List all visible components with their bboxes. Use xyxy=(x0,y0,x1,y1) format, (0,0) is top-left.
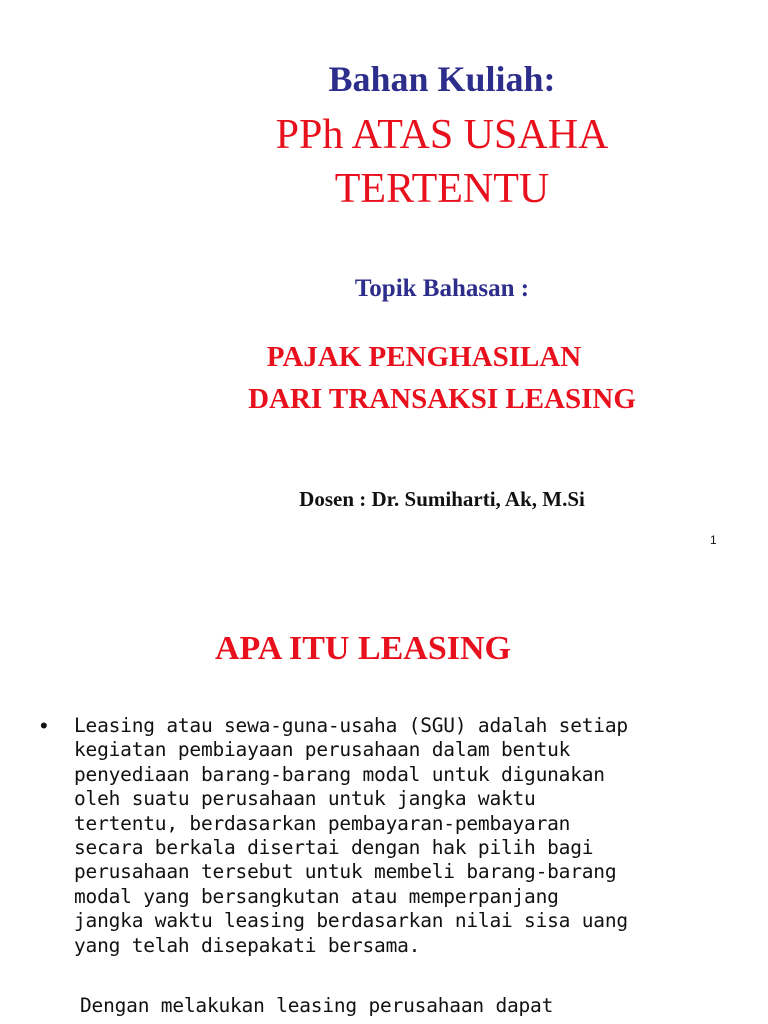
course-kicker: Bahan Kuliah: xyxy=(328,59,556,99)
bullet-icon: • xyxy=(40,713,48,738)
second-paragraph: Dengan melakukan leasing perusahaan dapat xyxy=(80,994,554,1017)
page-number: 1 xyxy=(710,533,717,547)
topic-line-2: DARI TRANSAKSI LEASING xyxy=(248,383,636,415)
section-title: APA ITU LEASING xyxy=(215,630,511,667)
topic-line-1: PAJAK PENGHASILAN xyxy=(266,341,582,373)
definition-bullet xyxy=(40,714,730,958)
definition-slide xyxy=(0,560,768,1024)
course-title-line-2: TERTENTU xyxy=(334,166,550,212)
lecturer-name: Dosen : Dr. Sumiharti, Ak, M.Si xyxy=(299,487,585,511)
course-title-line-1: PPh ATAS USAHA xyxy=(275,112,609,158)
definition-text: Leasing atau sewa-guna-usaha (SGU) adalah setiap kegiatan pembiayaan perusahaan dalam bentuk penyediaan barang-barang modal untuk digunakan oleh suatu perusahaan untuk jangka waktu tertentu, berdasarkan pembayaran-pembayaran secara berkala disertai dengan hak pilih bagi perusahaan tersebut untuk membeli barang-barang modal yang bersangkutan atau memperpanjang jangka waktu leasing berdasarkan nilai sisa uang yang telah disepakati bersama. xyxy=(74,714,628,957)
topic-label: Topik Bahasan : xyxy=(354,275,530,302)
